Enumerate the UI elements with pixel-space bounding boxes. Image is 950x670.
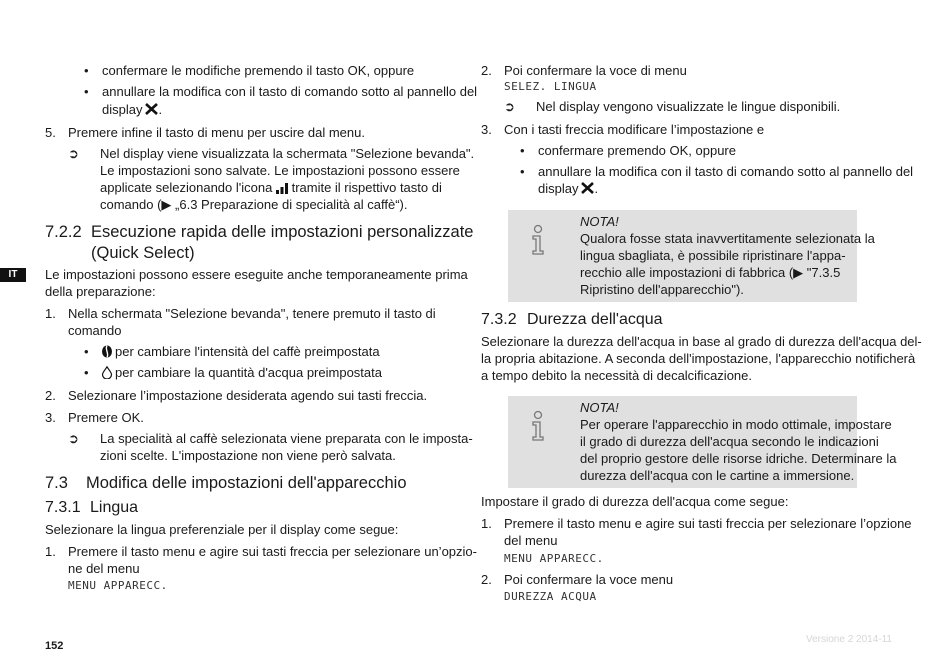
display-code: DUREZZA ACQUA [504,590,597,603]
paragraph4: Impostare il grado di durezza dell'acqua come segue: [481,494,789,509]
note2-line2: il grado di durezza dell'acqua secondo le indicazioni [580,434,879,449]
result1-line2: Le impostazioni sono salvate. Le impostazioni possono essere [100,163,460,178]
step-1-line2: comando [68,323,122,338]
result1-line4 [100,196,407,214]
step-number: 1. [45,544,56,559]
lingua-bullet-cancel-line1: annullare la modifica con il tasto di comando sotto al pannello del [538,164,914,179]
close-x-icon [145,103,158,115]
language-tab: IT [0,268,26,282]
version-label: Versione 2 2014-11 [806,634,892,645]
subbullet-intensity: per cambiare l'intensità del caffè preimpostata [115,344,380,359]
result1-line3a: applicate selezionando l'icona [100,180,273,195]
bullet-marker: • [84,365,89,380]
durezza-step-2-text: Poi confermare la voce menu [504,572,674,587]
step-number: 2. [481,63,492,78]
lingua-step-1-line1: Premere il tasto menu e agire sui tasti freccia per selezionare un’opzio- [68,544,477,559]
step-3-text: Premere OK. [68,410,144,425]
result1-line3b: tramite il rispettivo tasto di [291,180,442,195]
heading-7-3-2: Durezza dell'acqua [527,311,663,328]
bullet-marker: • [84,84,89,99]
lingua-step-1-line2: ne del menu [68,561,140,576]
note1-line3 [580,264,840,282]
reference-arrow-icon: ▶ [161,197,172,212]
close-x-icon [581,182,594,194]
paragraph1-line2: della preparazione: [45,284,156,299]
bullet-confirm: confermare le modifiche premendo il tasto OK, oppure [102,63,415,78]
step-number: 3. [481,122,492,137]
coffee-bean-icon [101,345,113,358]
heading-7-2-2-line2: (Quick Select) [91,244,195,262]
section-number: 7.3.1 [45,499,81,516]
heading-7-3-1: Lingua [90,499,139,516]
step-number: 3. [45,410,56,425]
lingua-step-2-text: Poi confermare la voce di menu [504,63,687,78]
result-arrow-icon: ➲ [68,146,79,161]
paragraph3-line3: a tempo debito la necessità di decalcificazione. [481,368,752,383]
lingua-bullet-cancel-display: display [538,181,579,196]
info-icon [528,224,548,256]
step-1-line1: Nella schermata "Selezione bevanda", tenere premuto il tasto di [68,306,436,321]
lingua-result: Nel display vengono visualizzate le lingue disponibili. [536,99,841,114]
step-number: 2. [45,388,56,403]
bullet-cancel-line2: display . [102,102,163,117]
heading-7-2-2-line1: Esecuzione rapida delle impostazioni personalizzate [91,223,474,241]
paragraph3-line1: Selezionare la durezza dell'acqua in base al grado di durezza dell'acqua del- [481,334,922,349]
result2-line1: La specialità al caffè selezionata viene preparata con le imposta- [100,431,473,446]
bullet-marker: • [84,63,89,78]
paragraph2: Selezionare la lingua preferenziale per il display come segue: [45,522,399,537]
durezza-step-1-line1: Premere il tasto menu e agire sui tasti freccia per selezionare l’opzione [504,516,912,531]
result1-line4b: „6.3 Preparazione di specialità al caffè“). [171,197,408,212]
heading-7-3: Modifica delle impostazioni dell'apparecchio [86,474,407,492]
note1-line1: Qualora fosse stata inavvertitamente selezionata la [580,231,875,246]
page-number: 152 [45,640,64,652]
display-code: MENU APPARECC. [504,552,604,565]
result-arrow-icon: ➲ [68,431,79,446]
paragraph3-line2: la propria abitazione. A seconda dell'impostazione, l'apparecchio notificherà [481,351,916,366]
display-code: MENU APPARECC. [68,579,168,592]
result1-line3 [100,179,442,197]
note1-line3b: "7.3.5 [803,265,841,280]
note-title: NOTA! [580,214,619,229]
step-number: 5. [45,125,56,140]
result2-line2: zioni scelte. L'impostazione non viene però salvata. [100,448,396,463]
bullet-cancel-display: display [102,102,143,117]
result-arrow-icon: ➲ [504,99,515,114]
bullet-marker: • [520,164,525,179]
note2-line4: durezza dell'acqua con le cartine a immersione. [580,468,855,483]
lingua-bullet-cancel-line2: display . [538,181,599,196]
step-number: 2. [481,572,492,587]
step-5-text: Premere infine il tasto di menu per uscire dal menu. [68,125,365,140]
result1-line4a: comando ( [100,197,162,212]
lingua-bullet-confirm: confermare premendo OK, oppure [538,143,736,158]
durezza-step-1-line2: del menu [504,533,558,548]
info-icon [528,410,548,442]
note2-line1: Per operare l'apparecchio in modo ottimale, impostare [580,417,892,432]
subbullet-water: per cambiare la quantità d'acqua preimpostata [115,365,382,380]
bullet-marker: • [520,143,525,158]
display-code: SELEZ. LINGUA [504,80,597,93]
section-number: 7.3 [45,474,68,492]
step-number: 1. [45,306,56,321]
lingua-step-3-text: Con i tasti freccia modificare l’impostazione e [504,122,765,137]
section-number: 7.2.2 [45,223,82,241]
step-number: 1. [481,516,492,531]
water-drop-icon [101,366,113,379]
note-box [508,210,875,302]
result1-line1: Nel display viene visualizzata la schermata "Selezione bevanda". [100,146,475,161]
bullet-marker: • [84,344,89,359]
reference-arrow-icon: ▶ [793,265,804,280]
note-box [508,396,897,488]
quick-select-bars-icon [276,183,288,194]
paragraph1-line1: Le impostazioni possono essere eseguite anche temporaneamente prima [45,267,468,282]
bullet-cancel-line1: annullare la modifica con il tasto di comando sotto al pannello del [102,84,478,99]
note1-line4: Ripristino dell'apparecchio"). [580,282,744,297]
note2-line3: del proprio gestore delle risorse idriche. Determinare la [580,451,897,466]
note1-line3a: recchio alle impostazioni di fabbrica ( [580,265,794,280]
note-title: NOTA! [580,400,619,415]
section-number: 7.3.2 [481,311,517,328]
step-2-text: Selezionare l’impostazione desiderata agendo sui tasti freccia. [68,388,428,403]
note1-line2: lingua sbagliata, è possibile ripristinare l'appa- [580,248,846,263]
